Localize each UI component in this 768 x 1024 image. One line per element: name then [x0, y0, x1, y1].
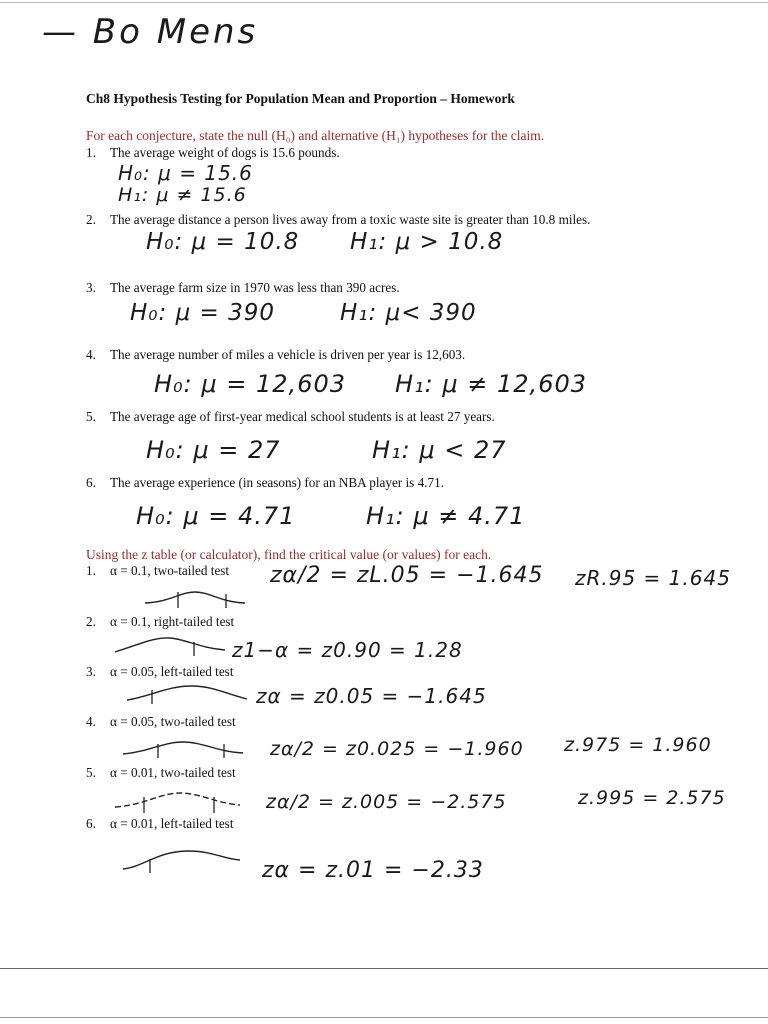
question-1-5 [86, 409, 495, 425]
question-text: The average weight of dogs is 15.6 pounds. [110, 145, 340, 160]
question-1-6 [86, 475, 444, 491]
question-1-1 [86, 145, 340, 161]
answer-critical-value: zα = z0.05 = −1.645 [256, 684, 487, 708]
question-number: 6. [86, 816, 96, 831]
question-2-1 [86, 563, 229, 579]
sketch-left-tailed-curve [122, 682, 252, 706]
question-text: The average age of first-year medical school students is at least 27 years. [110, 409, 495, 424]
scan-edge-bottom [0, 968, 768, 969]
answer-critical-value: zα/2 = z.005 = −2.575 [266, 791, 507, 813]
question-text: α = 0.05, left-tailed test [110, 664, 234, 679]
scan-edge-bottom-2 [0, 1017, 768, 1018]
question-1-3 [86, 280, 400, 296]
answer-h0: H₀: μ = 15.6 [118, 161, 253, 185]
answer-h1: H₁: μ < 27 [372, 436, 507, 464]
question-number: 1. [86, 563, 96, 578]
answer-critical-value-right: z.975 = 1.960 [564, 734, 712, 756]
sketch-right-tailed-curve [110, 634, 230, 658]
question-1-4 [86, 347, 465, 363]
answer-h1: H₁: μ ≠ 4.71 [366, 502, 526, 530]
answer-h0: H₀: μ = 12,603 [154, 370, 346, 398]
sketch-two-tailed-curve [140, 588, 250, 610]
sketch-left-tailed-curve [118, 845, 248, 875]
question-number: 3. [86, 280, 96, 295]
answer-h0: H₀: μ = 10.8 [146, 229, 300, 255]
question-text: α = 0.1, right-tailed test [110, 614, 235, 629]
question-2-3 [86, 664, 233, 680]
question-text: The average experience (in seasons) for an NBA player is 4.71. [110, 475, 444, 490]
answer-critical-value-right: z.995 = 2.575 [578, 787, 726, 809]
question-text: The average distance a person lives away from a toxic waste site is greater than 10.8 miles. [110, 212, 591, 227]
question-number: 2. [86, 212, 96, 227]
answer-h0: H₀: μ = 4.71 [136, 502, 296, 530]
student-name: — Bo Mens [42, 12, 259, 52]
answer-critical-value-right: zR.95 = 1.645 [575, 566, 731, 590]
answer-h1: H₁: μ ≠ 12,603 [395, 370, 587, 398]
answer-h1: H₁: μ< 390 [340, 300, 477, 326]
sketch-two-tailed-curve [110, 789, 245, 815]
question-number: 5. [86, 765, 96, 780]
answer-critical-value: zα/2 = zL.05 = −1.645 [270, 563, 544, 588]
question-2-2 [86, 614, 234, 630]
question-number: 3. [86, 664, 96, 679]
question-2-4 [86, 714, 236, 730]
question-text: The average farm size in 1970 was less than 390 acres. [110, 280, 400, 295]
question-number: 1. [86, 145, 96, 160]
answer-critical-value: zα = z.01 = −2.33 [262, 858, 484, 883]
answer-h0: H₀: μ = 390 [130, 300, 276, 326]
answer-critical-value: zα/2 = z0.025 = −1.960 [270, 738, 524, 760]
answer-h0: H₀: μ = 27 [146, 436, 281, 464]
answer-h1: H₁: μ > 10.8 [350, 229, 504, 255]
question-number: 5. [86, 409, 96, 424]
question-1-2 [86, 212, 590, 228]
question-number: 4. [86, 714, 96, 729]
question-text: α = 0.05, two-tailed test [110, 714, 236, 729]
answer-h1: H₁: μ ≠ 15.6 [118, 184, 247, 206]
answer-critical-value: z1−α = z0.90 = 1.28 [232, 638, 463, 662]
section1-instruction: For each conjecture, state the null (H₀) and alternative (H₁) hypotheses for the claim. [86, 128, 545, 143]
question-text: α = 0.01, left-tailed test [110, 816, 234, 831]
scan-edge-top [0, 2, 768, 3]
worksheet-title: Ch8 Hypothesis Testing for Population Mean and Proportion – Homework [86, 91, 515, 106]
question-2-6 [86, 816, 233, 832]
sketch-two-tailed-curve [118, 736, 248, 760]
question-text: The average number of miles a vehicle is driven per year is 12,603. [110, 347, 466, 362]
question-2-5 [86, 765, 236, 781]
question-number: 2. [86, 614, 96, 629]
question-number: 4. [86, 347, 96, 362]
section2-instruction: Using the z table (or calculator), find the critical value (or values) for each. [86, 547, 492, 562]
question-text: α = 0.01, two-tailed test [110, 765, 236, 780]
question-text: α = 0.1, two-tailed test [110, 563, 230, 578]
question-number: 6. [86, 475, 96, 490]
